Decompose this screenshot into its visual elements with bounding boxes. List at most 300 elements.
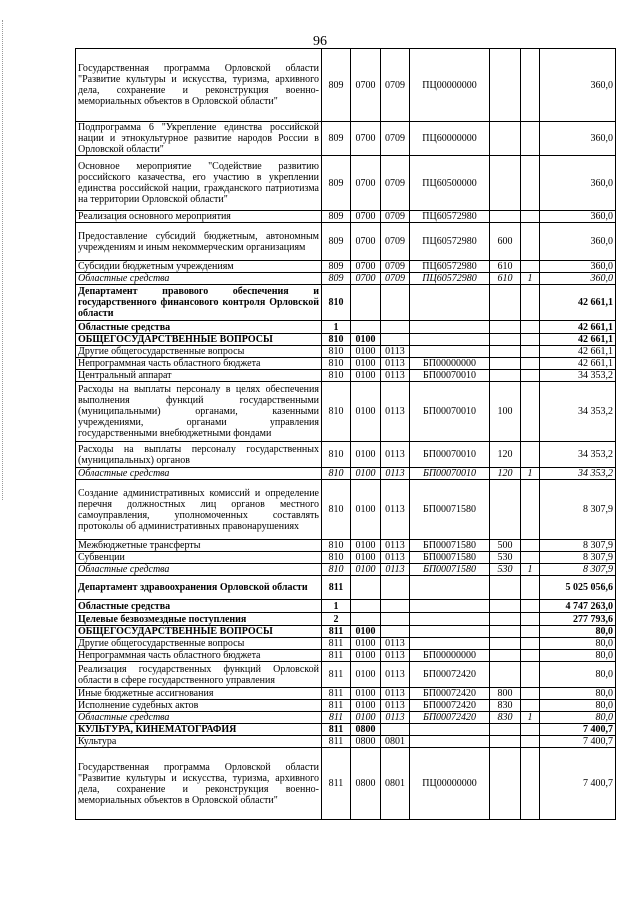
row-gr-cell: 810: [322, 358, 351, 370]
row-src-cell: [521, 49, 540, 122]
row-amount-cell: 42 661,1: [540, 358, 616, 370]
row-src-cell: [521, 156, 540, 211]
row-amount-cell: 4 747 263,0: [540, 600, 616, 613]
row-name-cell: ОБЩЕГОСУДАРСТВЕННЫЕ ВОПРОСЫ: [76, 626, 322, 638]
row-csr-cell: БП00072420: [410, 712, 490, 724]
table-row: [76, 261, 616, 273]
row-name-cell: Целевые безвозмездные поступления: [76, 613, 322, 626]
row-vr-cell: 830: [490, 700, 521, 712]
row-name-cell: Непрограммная часть областного бюджета: [76, 650, 322, 662]
row-name-cell: Основное мероприятие "Содействие развитию российского казачества, его участию в укреплении единства российской нации, гражданского патриотизма на территории Орловской области": [76, 156, 322, 211]
row-vr-cell: [490, 626, 521, 638]
row-amount-cell: 360,0: [540, 223, 616, 261]
row-src-cell: [521, 480, 540, 540]
row-vr-cell: 530: [490, 564, 521, 576]
table-row: [76, 370, 616, 382]
row-src-cell: [521, 700, 540, 712]
table-row: [76, 468, 616, 480]
row-gr-cell: 811: [322, 688, 351, 700]
row-amount-cell: 42 661,1: [540, 346, 616, 358]
row-gr-cell: 2: [322, 613, 351, 626]
row-amount-cell: 8 307,9: [540, 540, 616, 552]
row-vr-cell: [490, 638, 521, 650]
row-amount-cell: 360,0: [540, 156, 616, 211]
row-rz-cell: 0700: [351, 273, 381, 285]
row-rz-cell: 0100: [351, 346, 381, 358]
table-row: [76, 650, 616, 662]
row-gr-cell: 810: [322, 564, 351, 576]
row-rz-cell: 0800: [351, 748, 381, 820]
row-gr-cell: 810: [322, 552, 351, 564]
row-amount-cell: 80,0: [540, 688, 616, 700]
row-name-cell: Исполнение судебных актов: [76, 700, 322, 712]
row-pr-cell: 0113: [381, 468, 410, 480]
row-pr-cell: 0709: [381, 156, 410, 211]
row-rz-cell: 0100: [351, 382, 381, 442]
row-pr-cell: 0801: [381, 748, 410, 820]
row-pr-cell: [381, 600, 410, 613]
row-vr-cell: 600: [490, 223, 521, 261]
row-name-cell: Департамент правового обеспечения и государственного финансового контроля Орловской области: [76, 285, 322, 321]
row-vr-cell: [490, 122, 521, 156]
row-src-cell: [521, 334, 540, 346]
row-amount-cell: 80,0: [540, 626, 616, 638]
table-row: [76, 552, 616, 564]
row-gr-cell: 810: [322, 346, 351, 358]
row-vr-cell: [490, 748, 521, 820]
table-row: [76, 285, 616, 321]
row-csr-cell: БП00070010: [410, 442, 490, 468]
row-src-cell: [521, 662, 540, 688]
row-name-cell: Областные средства: [76, 712, 322, 724]
row-pr-cell: [381, 626, 410, 638]
row-src-cell: [521, 688, 540, 700]
row-src-cell: [521, 724, 540, 736]
table-row: [76, 748, 616, 820]
row-name-cell: Иные бюджетные ассигнования: [76, 688, 322, 700]
table-row: [76, 626, 616, 638]
row-gr-cell: 1: [322, 600, 351, 613]
row-pr-cell: 0113: [381, 346, 410, 358]
row-rz-cell: [351, 576, 381, 600]
row-vr-cell: [490, 600, 521, 613]
row-vr-cell: 100: [490, 382, 521, 442]
row-gr-cell: 810: [322, 540, 351, 552]
row-amount-cell: 8 307,9: [540, 480, 616, 540]
row-rz-cell: 0700: [351, 156, 381, 211]
row-pr-cell: 0113: [381, 552, 410, 564]
row-gr-cell: 810: [322, 480, 351, 540]
row-pr-cell: 0709: [381, 223, 410, 261]
table-row: [76, 442, 616, 468]
row-amount-cell: 360,0: [540, 261, 616, 273]
row-vr-cell: [490, 285, 521, 321]
row-src-cell: [521, 552, 540, 564]
row-rz-cell: 0700: [351, 49, 381, 122]
row-csr-cell: [410, 334, 490, 346]
row-rz-cell: 0100: [351, 638, 381, 650]
row-src-cell: [521, 370, 540, 382]
row-pr-cell: 0113: [381, 540, 410, 552]
row-amount-cell: 360,0: [540, 211, 616, 223]
row-csr-cell: БП00070010: [410, 370, 490, 382]
table-row: [76, 122, 616, 156]
row-csr-cell: БП00000000: [410, 650, 490, 662]
row-amount-cell: 80,0: [540, 638, 616, 650]
row-gr-cell: 809: [322, 261, 351, 273]
row-csr-cell: [410, 626, 490, 638]
row-csr-cell: БП00070010: [410, 468, 490, 480]
row-csr-cell: БП00072420: [410, 688, 490, 700]
row-rz-cell: 0100: [351, 626, 381, 638]
row-name-cell: Департамент здравоохранения Орловской области: [76, 576, 322, 600]
row-pr-cell: 0709: [381, 261, 410, 273]
row-csr-cell: [410, 321, 490, 334]
row-csr-cell: ПЦ60572980: [410, 273, 490, 285]
row-amount-cell: 360,0: [540, 122, 616, 156]
row-src-cell: [521, 613, 540, 626]
table-row: [76, 321, 616, 334]
row-name-cell: Областные средства: [76, 273, 322, 285]
row-src-cell: 1: [521, 564, 540, 576]
table-row: [76, 540, 616, 552]
row-name-cell: Центральный аппарат: [76, 370, 322, 382]
row-src-cell: [521, 748, 540, 820]
row-name-cell: Культура: [76, 736, 322, 748]
row-vr-cell: [490, 736, 521, 748]
row-name-cell: Другие общегосударственные вопросы: [76, 346, 322, 358]
row-amount-cell: 34 353,2: [540, 442, 616, 468]
row-name-cell: ОБЩЕГОСУДАРСТВЕННЫЕ ВОПРОСЫ: [76, 334, 322, 346]
row-csr-cell: БП00072420: [410, 700, 490, 712]
row-amount-cell: 34 353,2: [540, 382, 616, 442]
row-rz-cell: 0100: [351, 700, 381, 712]
row-csr-cell: ПЦ60572980: [410, 211, 490, 223]
row-src-cell: [521, 346, 540, 358]
row-name-cell: Создание административных комиссий и определение перечня должностных лиц органов местного самоуправления, уполномоченных составлять протоколы об административных правонарушениях: [76, 480, 322, 540]
row-gr-cell: 809: [322, 156, 351, 211]
row-csr-cell: ПЦ00000000: [410, 748, 490, 820]
row-csr-cell: БП00071580: [410, 552, 490, 564]
row-pr-cell: 0709: [381, 273, 410, 285]
row-src-cell: [521, 736, 540, 748]
table-row: [76, 49, 616, 122]
row-name-cell: Областные средства: [76, 600, 322, 613]
row-gr-cell: 811: [322, 650, 351, 662]
row-src-cell: [521, 442, 540, 468]
row-gr-cell: 810: [322, 370, 351, 382]
table-row: [76, 156, 616, 211]
row-src-cell: [521, 626, 540, 638]
row-gr-cell: 810: [322, 442, 351, 468]
row-name-cell: Государственная программа Орловской области "Развитие культуры и искусства, туризма, архивного дела, сохранение и реконструкция военно-мемориальных объектов в Орловской области": [76, 748, 322, 820]
row-pr-cell: [381, 613, 410, 626]
scan-edge-marks: [2, 20, 5, 500]
table-row: [76, 223, 616, 261]
row-src-cell: [521, 122, 540, 156]
row-vr-cell: [490, 358, 521, 370]
row-vr-cell: [490, 346, 521, 358]
row-name-cell: Расходы на выплаты персоналу в целях обеспечения выполнения функций государственными (муниципальными) органами, казенными учреждениями, органами управления государственными внебюджетными фондами: [76, 382, 322, 442]
row-gr-cell: 811: [322, 748, 351, 820]
row-vr-cell: [490, 613, 521, 626]
row-rz-cell: 0100: [351, 564, 381, 576]
row-vr-cell: [490, 321, 521, 334]
table-row: [76, 700, 616, 712]
row-amount-cell: 7 400,7: [540, 748, 616, 820]
row-pr-cell: 0113: [381, 358, 410, 370]
row-pr-cell: 0113: [381, 370, 410, 382]
row-csr-cell: БП00000000: [410, 358, 490, 370]
row-gr-cell: 811: [322, 626, 351, 638]
row-pr-cell: 0113: [381, 480, 410, 540]
row-pr-cell: [381, 724, 410, 736]
row-rz-cell: 0700: [351, 261, 381, 273]
table-row: [76, 334, 616, 346]
table-row: [76, 346, 616, 358]
table-row: [76, 576, 616, 600]
row-vr-cell: 120: [490, 468, 521, 480]
row-pr-cell: [381, 576, 410, 600]
row-vr-cell: [490, 480, 521, 540]
row-rz-cell: 0700: [351, 223, 381, 261]
row-src-cell: [521, 211, 540, 223]
table-row: [76, 382, 616, 442]
row-amount-cell: 34 353,2: [540, 468, 616, 480]
row-name-cell: КУЛЬТУРА, КИНЕМАТОГРАФИЯ: [76, 724, 322, 736]
row-csr-cell: ПЦ60000000: [410, 122, 490, 156]
row-csr-cell: ПЦ60572980: [410, 261, 490, 273]
row-amount-cell: 277 793,6: [540, 613, 616, 626]
row-vr-cell: 530: [490, 552, 521, 564]
row-src-cell: [521, 638, 540, 650]
row-src-cell: 1: [521, 468, 540, 480]
row-src-cell: 1: [521, 273, 540, 285]
row-gr-cell: 811: [322, 576, 351, 600]
row-csr-cell: БП00072420: [410, 662, 490, 688]
table-row: [76, 712, 616, 724]
row-pr-cell: [381, 321, 410, 334]
row-name-cell: Государственная программа Орловской области "Развитие культуры и искусства, туризма, архивного дела, сохранение и реконструкция военно-мемориальных объектов в Орловской области": [76, 49, 322, 122]
row-src-cell: [521, 223, 540, 261]
row-pr-cell: 0801: [381, 736, 410, 748]
row-amount-cell: 80,0: [540, 700, 616, 712]
row-rz-cell: 0100: [351, 540, 381, 552]
row-vr-cell: 500: [490, 540, 521, 552]
page-number: 96: [313, 34, 327, 49]
row-amount-cell: 42 661,1: [540, 285, 616, 321]
row-src-cell: [521, 382, 540, 442]
row-amount-cell: 8 307,9: [540, 552, 616, 564]
row-name-cell: Субвенции: [76, 552, 322, 564]
row-pr-cell: 0709: [381, 122, 410, 156]
row-pr-cell: 0113: [381, 700, 410, 712]
row-gr-cell: 811: [322, 736, 351, 748]
row-vr-cell: [490, 662, 521, 688]
row-vr-cell: [490, 211, 521, 223]
table-row: [76, 358, 616, 370]
table-row: [76, 613, 616, 626]
row-gr-cell: 810: [322, 468, 351, 480]
row-name-cell: Расходы на выплаты персоналу государственных (муниципальных) органов: [76, 442, 322, 468]
row-amount-cell: 80,0: [540, 712, 616, 724]
row-csr-cell: ПЦ60572980: [410, 223, 490, 261]
row-pr-cell: [381, 285, 410, 321]
row-rz-cell: [351, 600, 381, 613]
row-gr-cell: 809: [322, 122, 351, 156]
row-gr-cell: 809: [322, 223, 351, 261]
table-row: [76, 724, 616, 736]
table-row: [76, 211, 616, 223]
row-vr-cell: 120: [490, 442, 521, 468]
row-rz-cell: 0100: [351, 712, 381, 724]
row-src-cell: [521, 576, 540, 600]
row-pr-cell: 0113: [381, 442, 410, 468]
row-csr-cell: [410, 724, 490, 736]
row-vr-cell: [490, 156, 521, 211]
row-rz-cell: 0100: [351, 468, 381, 480]
row-csr-cell: [410, 576, 490, 600]
row-pr-cell: [381, 334, 410, 346]
row-pr-cell: 0709: [381, 211, 410, 223]
row-csr-cell: [410, 600, 490, 613]
row-rz-cell: 0100: [351, 650, 381, 662]
row-csr-cell: ПЦ60500000: [410, 156, 490, 211]
row-rz-cell: [351, 613, 381, 626]
budget-table: [75, 48, 616, 820]
row-csr-cell: БП00071580: [410, 480, 490, 540]
row-rz-cell: 0100: [351, 662, 381, 688]
row-pr-cell: 0709: [381, 49, 410, 122]
row-rz-cell: 0700: [351, 122, 381, 156]
table-row: [76, 273, 616, 285]
row-csr-cell: [410, 285, 490, 321]
row-amount-cell: 42 661,1: [540, 321, 616, 334]
row-vr-cell: [490, 334, 521, 346]
row-rz-cell: 0100: [351, 334, 381, 346]
row-amount-cell: 34 353,2: [540, 370, 616, 382]
row-src-cell: [521, 600, 540, 613]
row-name-cell: Реализация государственных функций Орловской области в сфере государственного управления: [76, 662, 322, 688]
row-src-cell: [521, 285, 540, 321]
row-csr-cell: БП00070010: [410, 382, 490, 442]
row-rz-cell: [351, 321, 381, 334]
row-vr-cell: 800: [490, 688, 521, 700]
row-vr-cell: [490, 650, 521, 662]
row-src-cell: [521, 321, 540, 334]
row-gr-cell: 811: [322, 700, 351, 712]
row-csr-cell: [410, 638, 490, 650]
row-csr-cell: [410, 346, 490, 358]
row-pr-cell: 0113: [381, 638, 410, 650]
row-csr-cell: БП00071580: [410, 564, 490, 576]
row-rz-cell: 0800: [351, 724, 381, 736]
row-pr-cell: 0113: [381, 712, 410, 724]
row-src-cell: [521, 358, 540, 370]
row-amount-cell: 360,0: [540, 49, 616, 122]
row-gr-cell: 810: [322, 285, 351, 321]
row-gr-cell: 811: [322, 638, 351, 650]
row-src-cell: 1: [521, 712, 540, 724]
row-csr-cell: ПЦ00000000: [410, 49, 490, 122]
table-row: [76, 564, 616, 576]
row-vr-cell: 610: [490, 261, 521, 273]
row-csr-cell: [410, 736, 490, 748]
row-name-cell: Предоставление субсидий бюджетным, автономным учреждениям и иным некоммерческим организациям: [76, 223, 322, 261]
row-name-cell: Субсидии бюджетным учреждениям: [76, 261, 322, 273]
row-gr-cell: 809: [322, 211, 351, 223]
row-rz-cell: [351, 285, 381, 321]
row-rz-cell: 0700: [351, 211, 381, 223]
row-pr-cell: 0113: [381, 564, 410, 576]
table-row: [76, 480, 616, 540]
row-gr-cell: 809: [322, 273, 351, 285]
row-amount-cell: 360,0: [540, 273, 616, 285]
row-pr-cell: 0113: [381, 650, 410, 662]
row-src-cell: [521, 650, 540, 662]
table-row: [76, 600, 616, 613]
row-name-cell: Областные средства: [76, 321, 322, 334]
row-csr-cell: [410, 613, 490, 626]
row-amount-cell: 5 025 056,6: [540, 576, 616, 600]
row-gr-cell: 811: [322, 724, 351, 736]
table-row: [76, 736, 616, 748]
row-amount-cell: 7 400,7: [540, 724, 616, 736]
table-row: [76, 688, 616, 700]
row-rz-cell: 0100: [351, 358, 381, 370]
row-rz-cell: 0800: [351, 736, 381, 748]
row-amount-cell: 42 661,1: [540, 334, 616, 346]
row-gr-cell: 811: [322, 712, 351, 724]
row-name-cell: Областные средства: [76, 468, 322, 480]
row-gr-cell: 809: [322, 49, 351, 122]
row-vr-cell: [490, 370, 521, 382]
row-amount-cell: 8 307,9: [540, 564, 616, 576]
row-pr-cell: 0113: [381, 688, 410, 700]
row-vr-cell: [490, 49, 521, 122]
row-name-cell: Межбюджетные трансферты: [76, 540, 322, 552]
row-amount-cell: 7 400,7: [540, 736, 616, 748]
row-pr-cell: 0113: [381, 382, 410, 442]
row-amount-cell: 80,0: [540, 662, 616, 688]
row-amount-cell: 80,0: [540, 650, 616, 662]
row-name-cell: Непрограммная часть областного бюджета: [76, 358, 322, 370]
row-vr-cell: [490, 576, 521, 600]
row-pr-cell: 0113: [381, 662, 410, 688]
row-name-cell: Подпрограмма 6 "Укрепление единства российской нации и этнокультурное развитие народов России в Орловской области": [76, 122, 322, 156]
row-vr-cell: 610: [490, 273, 521, 285]
row-rz-cell: 0100: [351, 480, 381, 540]
row-gr-cell: 811: [322, 662, 351, 688]
row-vr-cell: 830: [490, 712, 521, 724]
row-rz-cell: 0100: [351, 688, 381, 700]
table-row: [76, 638, 616, 650]
row-gr-cell: 810: [322, 382, 351, 442]
row-name-cell: Реализация основного мероприятия: [76, 211, 322, 223]
row-name-cell: Областные средства: [76, 564, 322, 576]
row-vr-cell: [490, 724, 521, 736]
row-gr-cell: 810: [322, 334, 351, 346]
row-src-cell: [521, 540, 540, 552]
row-rz-cell: 0100: [351, 552, 381, 564]
row-rz-cell: 0100: [351, 442, 381, 468]
row-gr-cell: 1: [322, 321, 351, 334]
row-src-cell: [521, 261, 540, 273]
table-row: [76, 662, 616, 688]
row-rz-cell: 0100: [351, 370, 381, 382]
row-csr-cell: БП00071580: [410, 540, 490, 552]
row-name-cell: Другие общегосударственные вопросы: [76, 638, 322, 650]
